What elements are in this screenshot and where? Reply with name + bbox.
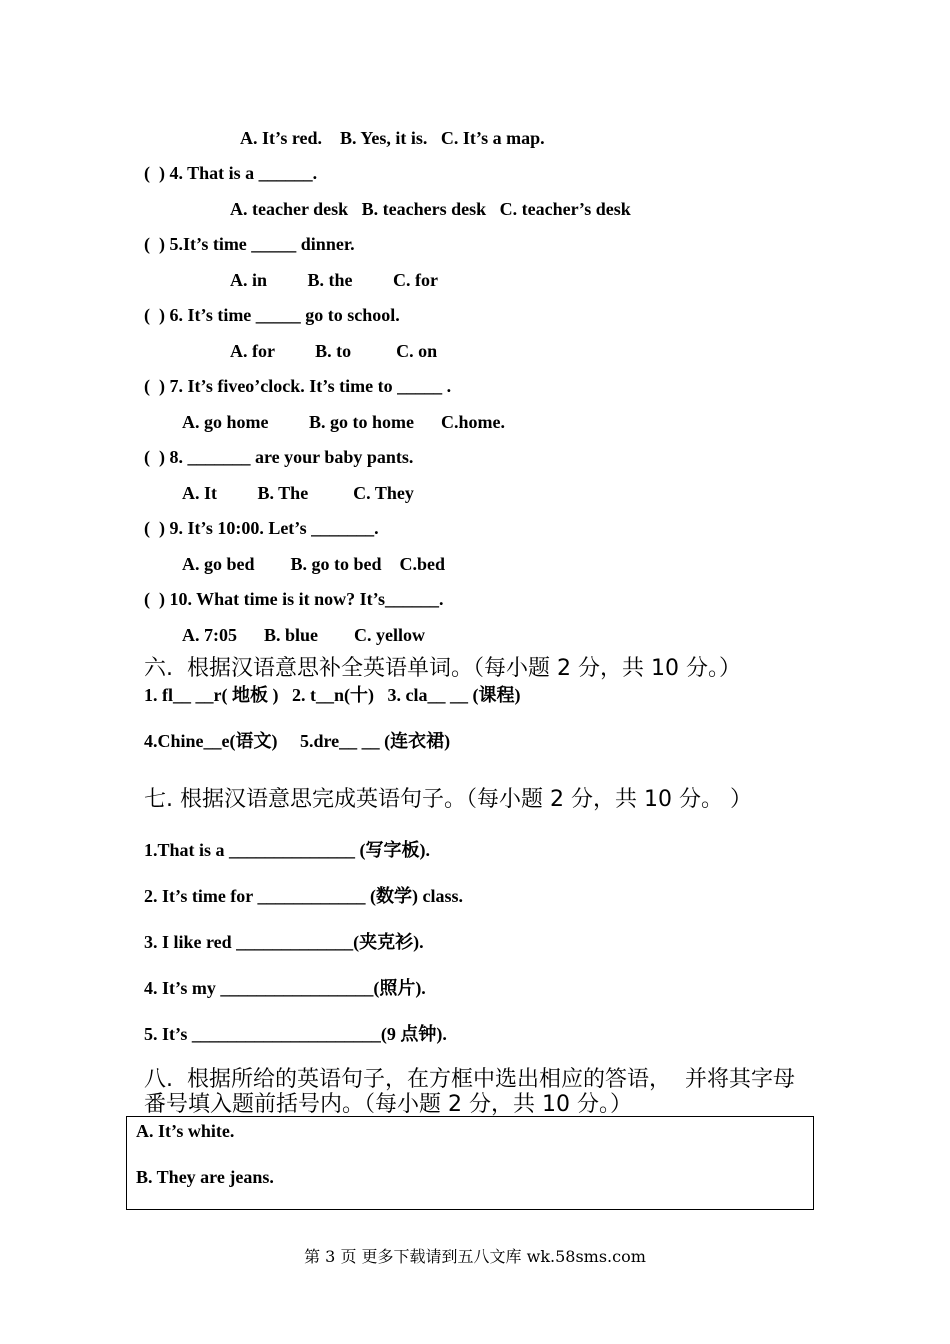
section7-q2: 2. It’s time for ____________ (数学) class. [144, 886, 463, 906]
section7-title: 七. 根据汉语意思完成英语句子。（每小题 2 分，共 10 分。 ） [144, 787, 752, 812]
section7-q3: 3. I like red _____________(夹克衫). [144, 932, 424, 952]
q6-options: A. for B. to C. on [230, 341, 438, 361]
section7-q5: 5. It’s _____________________(9 点钟). [144, 1024, 447, 1044]
section6-line2: 4.Chine__e(语文) 5.dre__ __ (连衣裙) [144, 731, 451, 751]
section8-title-line1: 八. 根据所给的英语句子，在方框中选出相应的答语， 并将其字母 [144, 1067, 795, 1092]
q7-question: ( ) 7. It’s fiveo’clock. It’s time to _____ . [144, 376, 452, 396]
q4-question: ( ) 4. That is a ______. [144, 163, 318, 183]
answer-option-b: B. They are jeans. [136, 1167, 274, 1187]
q3-options: A. It’s red. B. Yes, it is. C. It’s a map. [240, 128, 545, 148]
answer-option-a: A. It’s white. [136, 1121, 235, 1141]
q8-options: A. It B. The C. They [182, 483, 414, 503]
q10-options: A. 7:05 B. blue C. yellow [182, 625, 425, 645]
q7-options: A. go home B. go to home C.home. [182, 412, 505, 432]
section7-q1: 1.That is a ______________ (写字板). [144, 840, 431, 860]
q9-question: ( ) 9. It’s 10:00. Let’s _______. [144, 518, 379, 538]
section6-line1: 1. fl__ __r( 地板 ) 2. t__n(十) 3. cla__ __ (课程) [144, 685, 521, 705]
page-footer: 第 3 页 更多下载请到五八文库 wk.58sms.com [304, 1247, 646, 1266]
q5-options: A. in B. the C. for [230, 270, 438, 290]
q9-options: A. go bed B. go to bed C.bed [182, 554, 446, 574]
section6-title: 六. 根据汉语意思补全英语单词。（每小题 2 分，共 10 分。） [144, 656, 741, 681]
q6-question: ( ) 6. It’s time _____ go to school. [144, 305, 400, 325]
q10-question: ( ) 10. What time is it now? It’s______. [144, 589, 444, 609]
q4-options: A. teacher desk B. teachers desk C. teacher’s desk [230, 199, 631, 219]
q5-question: ( ) 5.It’s time _____ dinner. [144, 234, 355, 254]
section8-title-line2: 番号填入题前括号内。（每小题 2 分，共 10 分。） [144, 1092, 632, 1117]
q8-question: ( ) 8. _______ are your baby pants. [144, 447, 414, 467]
section7-q4: 4. It’s my _________________(照片). [144, 978, 426, 998]
